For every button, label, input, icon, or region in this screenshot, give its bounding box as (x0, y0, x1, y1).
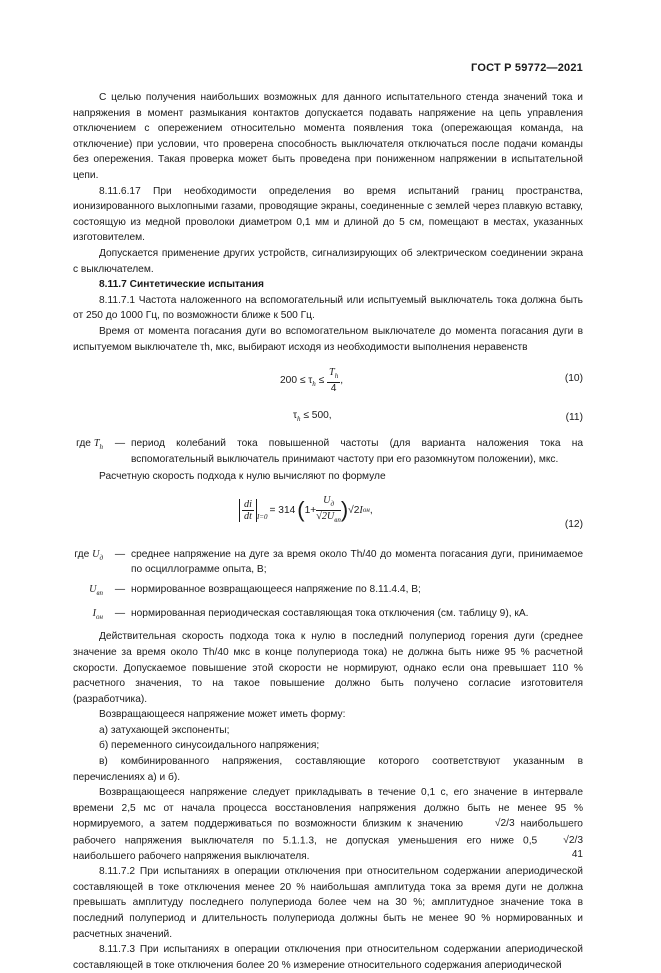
dash: — (114, 438, 126, 450)
symbol: где $U_д$ (74, 548, 103, 562)
paragraph: 8.11.7.3 При испытаниях в операции отключения при относительном содержании апериодической составляющей в токе отключения более 20 % измерение относительного содержания апериодической (73, 944, 583, 971)
formula-sub: д (330, 499, 334, 508)
where-prefix: где (76, 438, 91, 450)
equation-number: (12) (564, 518, 583, 530)
formula-text: , (369, 504, 373, 516)
paragraph-text: наибольшего рабочего напряжения выключателя по 5.1.1.3, не допуская уменьшения его ниже 0,5 (73, 818, 583, 846)
paragraph: 8.11.7.1 Частота наложенного на вспомогательный или испытуемый выключатель тока должна быть от 250 до 1000 Гц, по возможности ближе к 500 Гц. (73, 294, 583, 322)
formula-text: T (329, 367, 335, 379)
symbol: $U_{вп}$ (89, 584, 103, 598)
fraction (327, 367, 340, 394)
formula-sub: h (312, 380, 316, 389)
where-definition (39, 606, 583, 626)
symbol: T (93, 438, 100, 450)
formula-text: ≤ 500, (300, 410, 332, 422)
definition-text: нормированная периодическая составляющая тока отключения (см. таблицу 9), кА. (131, 607, 529, 619)
formula-text: 4 (330, 383, 337, 395)
formula-text: di (244, 498, 252, 510)
formula-sub: вп (334, 515, 341, 524)
paragraph: Действительная скорость подхода тока к нулю в последний полупериод горения дуги (среднее значение за время около Th/40 мкс в конце полупериода тока) не должна быть ниже 95 % расчетной скорости. Допускаемое повышение этой скорости не нормируют, однако если она превышает 110 % расчетного значения, то на такое повышение должно быть получено согласие изготовителя (разработчика). (73, 631, 583, 705)
formula-text: √2U (316, 510, 335, 522)
dash: — (114, 548, 126, 560)
dash: — (114, 584, 126, 596)
section-heading: 8.11.7 Синтетические испытания (99, 279, 264, 291)
formula-sub: h (334, 372, 339, 381)
paragraph: 8.11.7.2 При испытаниях в операции отключения при относительном содержании апериодической составляющей в токе отключения менее 20 % наибольшая амплитуда тока за время дуги не должна превышать амплитуду последнего полупериода более чем на 30 %; амплитудное значение тока в последний полупериод и длительность полупериода должны быть не менее 90 % нормированных и расчетных значений. (73, 866, 583, 940)
where-definition (39, 436, 583, 467)
symbol-sub: h (99, 443, 103, 452)
formula-sub: он (362, 505, 370, 514)
paragraph: 8.11.6.17 При необходимости определения во время испытаний границ пространства, ионизированного выхлопными газами, проводящие экраны, соединенные с землей через плавкую вставку, состоящую из медной проволоки диаметром 0,1 мм и длиной до 5 см, помещают в местах, указанных изготовителем. (73, 185, 583, 244)
formula-sub: I=0 (256, 513, 268, 522)
definition-text: среднее напряжение на дуге за время около Th/40 до момента погасания дуги, принимаемое по осциллограмме опыта, В; (131, 548, 583, 576)
formula-text: ≤ (315, 375, 328, 387)
paragraph: Время от момента погасания дуги во вспомогательном выключателе до момента погасания дуги в испытуемом выключателе τh, мкс, выбирают исходя из необходимости выполнения неравенств (73, 325, 583, 353)
formula-text: τ (293, 410, 298, 422)
document-code: ГОСТ Р 59772—2021 (471, 62, 583, 74)
sqrt-formula: √2/3 (494, 818, 515, 830)
list-item: б) переменного синусоидального напряжения; (99, 740, 320, 752)
formula-text: I (359, 504, 363, 516)
equation-number: (10) (564, 373, 583, 385)
document-body (73, 90, 583, 973)
dash: — (114, 607, 126, 619)
definition-text: нормированное возвращающееся напряжение по 8.11.4.4, В; (131, 584, 421, 596)
where-definition (39, 582, 583, 602)
formula-text: 200 ≤ τ (280, 375, 313, 387)
where-list (73, 547, 583, 625)
symbol: $I_{он}$ (92, 607, 103, 621)
equation-number: (11) (565, 412, 583, 424)
formula-12: $\frac{di}{dt}$ $_{I=0}$ = 314 ( 1+ $\frac{U_д}{√2U_{вп}}$ ) √2 I он , (12) (73, 489, 583, 547)
paragraph: Допускается применение других устройств, сигнализирующих об электрическом соединении экрана с выключателем. (73, 247, 583, 275)
paragraph: С целью получения наибольших возможных для данного испытательного стенда значений тока и напряжения в момент размыкания контактов допускается подавать напряжение на цепь управления отключением с опережением относительно момента появления тока (опережающая команда, на отключение) при условии, что проверена способность выключателя отключаться после подачи команды без опережения. Такая проверка может быть проведена при пониженном напряжении в испытательной цепи. (73, 92, 583, 181)
formula-11 (73, 404, 583, 434)
definition-text: период колебаний тока повышенной частоты (для варианта наложения тока на вспомогательный выключатель принимают частоту при его разомкнутом положении), мкс. (131, 438, 583, 465)
formula-text: 1+ (304, 504, 317, 516)
paragraph: Расчетную скорость подхода к нулю вычисляют по формуле (99, 471, 386, 483)
formula-text: √2 (348, 504, 360, 516)
sqrt-formula: √2/3 (563, 834, 583, 846)
formula-text: , (340, 375, 344, 387)
formula-10 (73, 361, 583, 401)
list-item: в) комбинированного напряжения, составляющие которого соответствуют указанным в перечислениях а) и б). (73, 756, 583, 783)
formula-text: dt (244, 510, 252, 522)
paragraph-text: Возвращающееся напряжение следует прикладывать в течение 0,1 с, его значение в интервале времени 2,5 мс от начала процесса восстановления напряжения должно быть не менее 95 % нормируемого, а затем поддерживаться по возможности близким к значению (73, 787, 583, 830)
paragraph: Возвращающееся напряжение может иметь форму: (99, 709, 346, 721)
page-number: 41 (571, 849, 583, 860)
where-definition (39, 547, 583, 578)
formula-text: U (323, 494, 331, 506)
list-item: а) затухающей экспоненты; (99, 724, 230, 736)
paragraph-text: наибольшего рабочего напряжения выключателя. (73, 850, 310, 862)
formula-sub: h (297, 415, 301, 424)
formula-text: = 314 (269, 504, 296, 516)
paragraph (73, 785, 583, 864)
